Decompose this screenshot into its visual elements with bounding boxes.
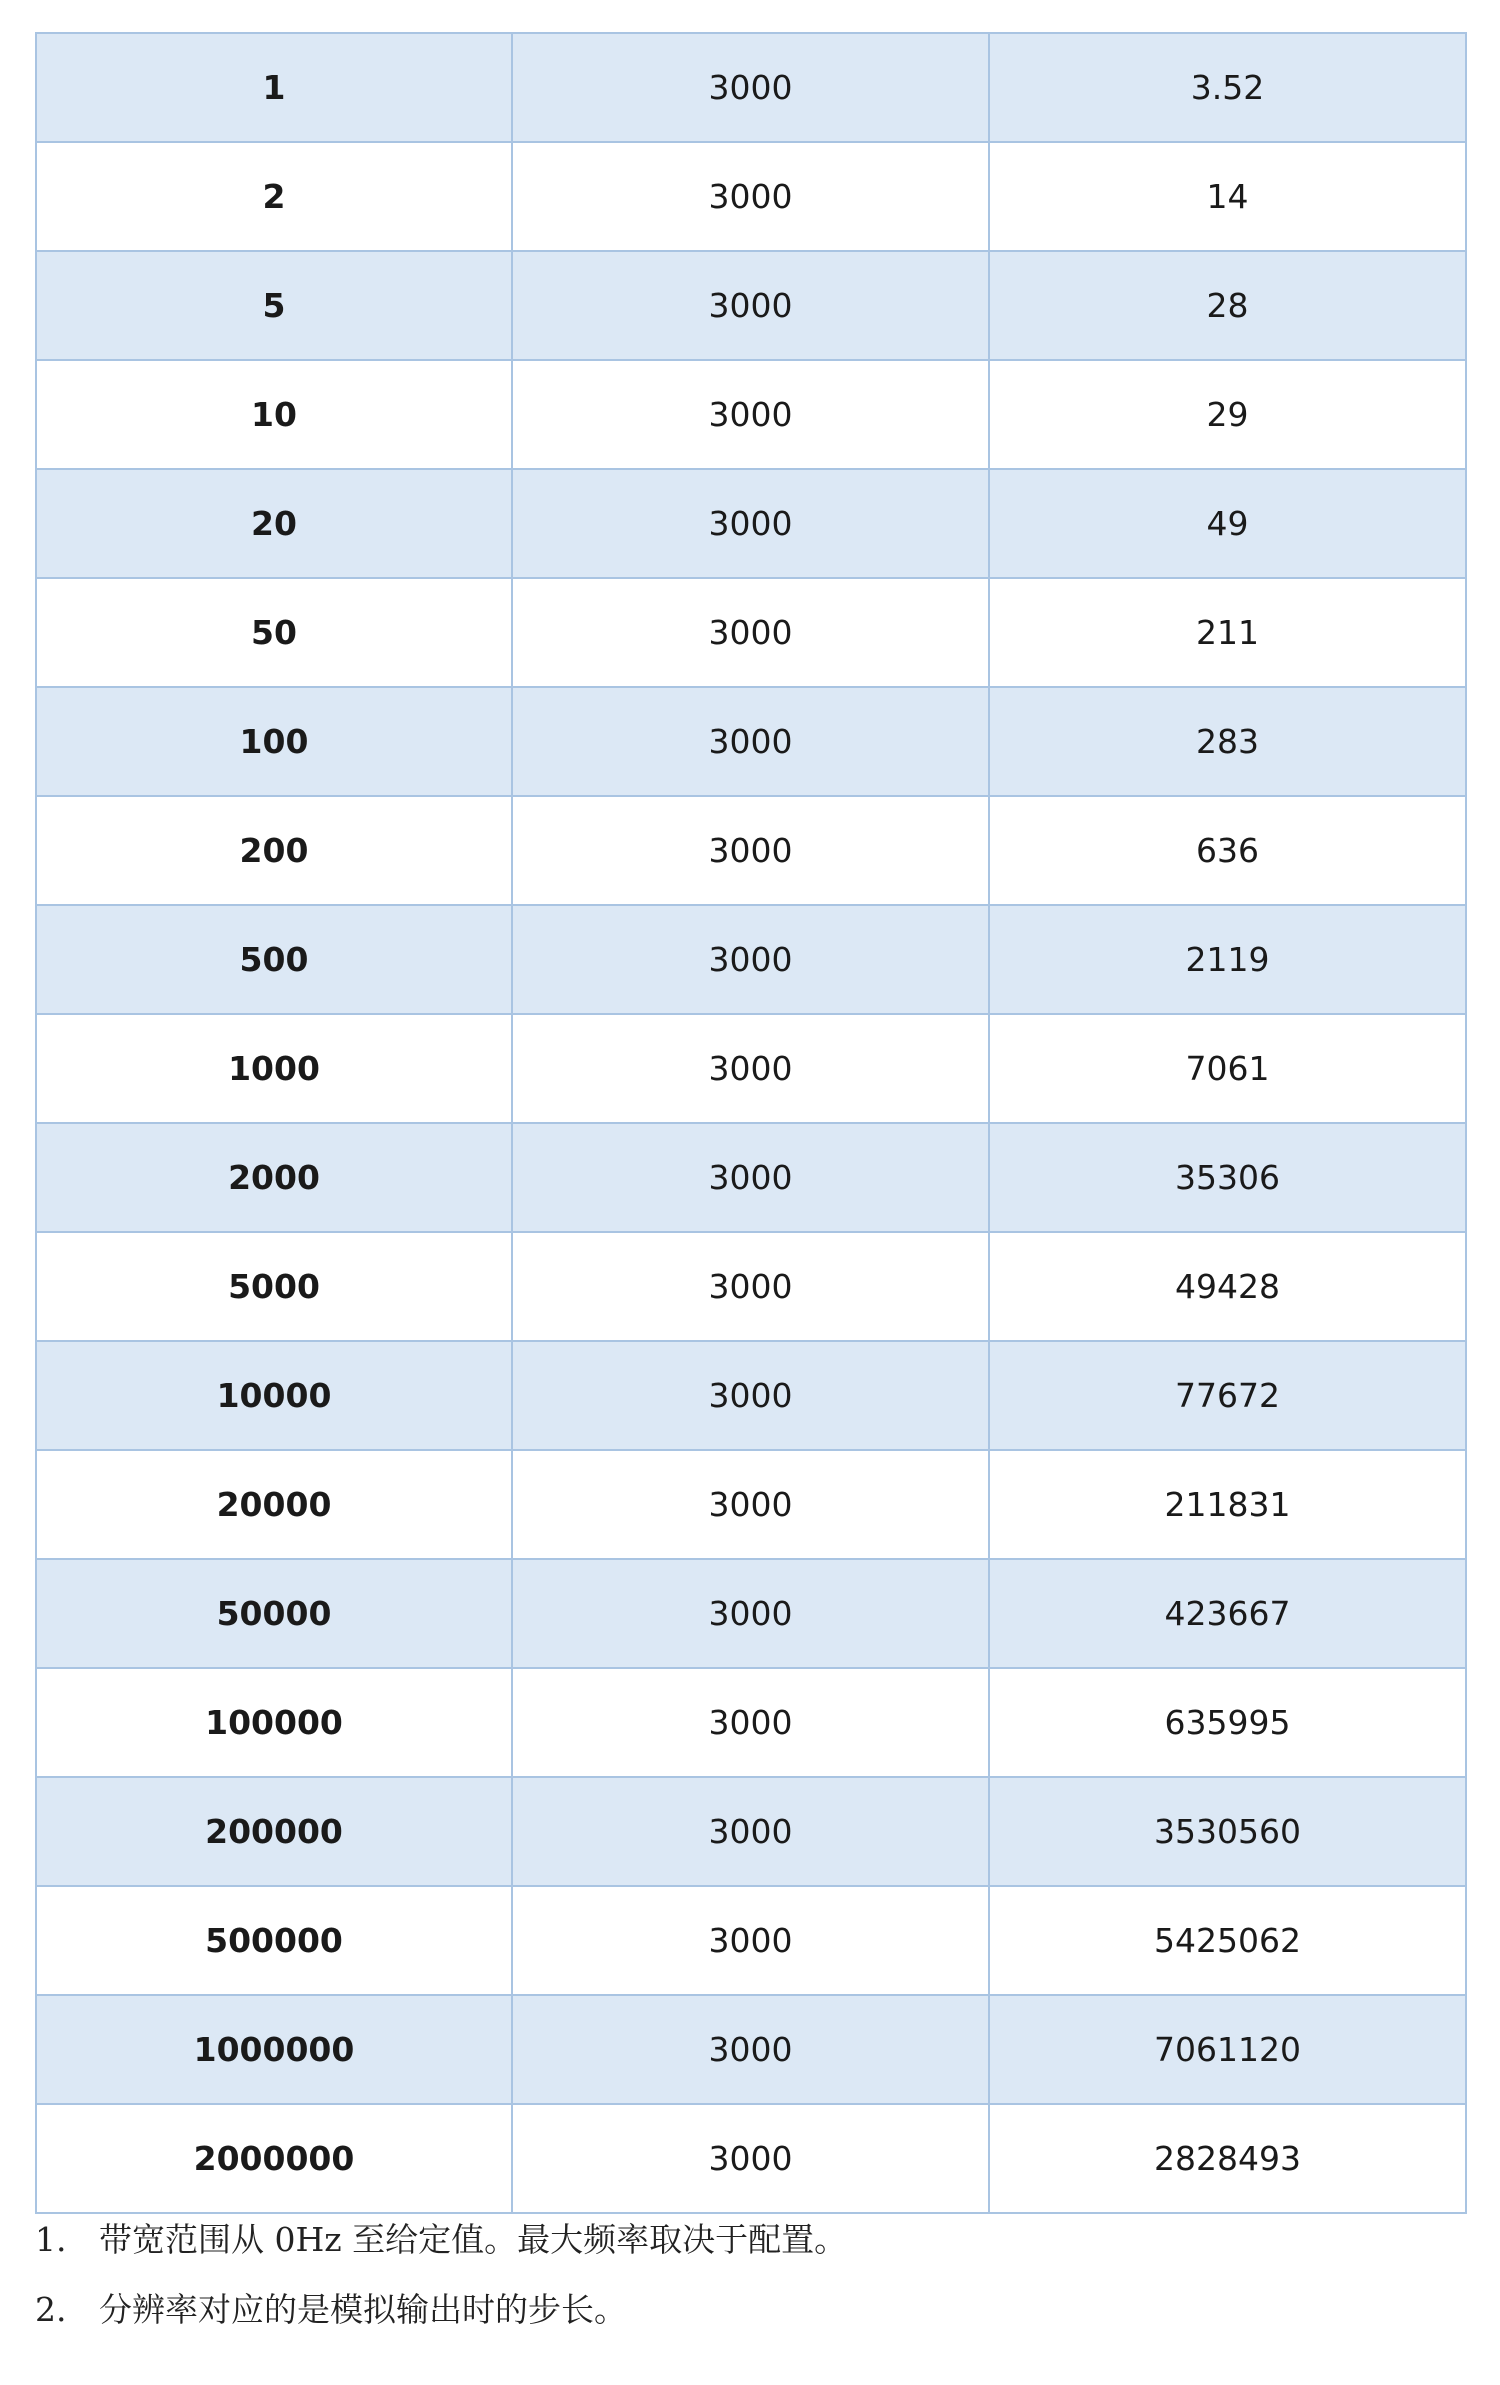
table-row <box>36 1014 1466 1123</box>
table-cell-bandwidth: 1000 <box>36 1014 512 1123</box>
table-cell-result: 7061 <box>989 1014 1466 1123</box>
table-cell-bandwidth: 200 <box>36 796 512 905</box>
table-cell-value: 3000 <box>512 905 989 1014</box>
table-cell-result: 423667 <box>989 1559 1466 1668</box>
table-cell-bandwidth: 10000 <box>36 1341 512 1450</box>
table-row <box>36 905 1466 1014</box>
table-cell-value: 3000 <box>512 33 989 142</box>
table-row <box>36 1123 1466 1232</box>
table-row <box>36 1995 1466 2104</box>
table-cell-result: 49 <box>989 469 1466 578</box>
table-cell-bandwidth: 2 <box>36 142 512 251</box>
table-cell-result: 35306 <box>989 1123 1466 1232</box>
table-cell-value: 3000 <box>512 1341 989 1450</box>
table-cell-bandwidth: 100 <box>36 687 512 796</box>
table-row <box>36 2104 1466 2213</box>
table-row <box>36 360 1466 469</box>
table-cell-value: 3000 <box>512 1232 989 1341</box>
table-cell-value: 3000 <box>512 360 989 469</box>
table-cell-value: 3000 <box>512 1123 989 1232</box>
table-row <box>36 1777 1466 1886</box>
table-cell-result: 2119 <box>989 905 1466 1014</box>
table-cell-result: 3530560 <box>989 1777 1466 1886</box>
table-cell-value: 3000 <box>512 251 989 360</box>
table-cell-bandwidth: 1 <box>36 33 512 142</box>
table-row <box>36 687 1466 796</box>
footnotes <box>35 2212 1465 2352</box>
table-cell-result: 77672 <box>989 1341 1466 1450</box>
table-cell-value: 3000 <box>512 1014 989 1123</box>
table-cell-value: 3000 <box>512 687 989 796</box>
footnote-text: 带宽范围从 0Hz 至给定值。最大频率取决于配置。 <box>99 2220 848 2259</box>
table-cell-bandwidth: 50000 <box>36 1559 512 1668</box>
table-cell-result: 283 <box>989 687 1466 796</box>
footnote-item <box>35 2282 1465 2352</box>
table-row <box>36 1886 1466 1995</box>
footnote-item <box>35 2212 1465 2282</box>
table-cell-bandwidth: 500000 <box>36 1886 512 1995</box>
footnote-number: 2. <box>35 2290 67 2329</box>
table-cell-result: 7061120 <box>989 1995 1466 2104</box>
table-cell-result: 211 <box>989 578 1466 687</box>
table-cell-value: 3000 <box>512 1886 989 1995</box>
table-cell-bandwidth: 200000 <box>36 1777 512 1886</box>
spec-table <box>35 32 1467 2214</box>
table-row <box>36 1232 1466 1341</box>
table-cell-result: 28 <box>989 251 1466 360</box>
table-row <box>36 33 1466 142</box>
table-cell-bandwidth: 50 <box>36 578 512 687</box>
table-row <box>36 1450 1466 1559</box>
footnote-text: 分辨率对应的是模拟输出时的步长。 <box>99 2290 627 2329</box>
table-cell-bandwidth: 2000000 <box>36 2104 512 2213</box>
table-cell-value: 3000 <box>512 578 989 687</box>
table-cell-result: 2828493 <box>989 2104 1466 2213</box>
table-cell-result: 211831 <box>989 1450 1466 1559</box>
table-cell-bandwidth: 1000000 <box>36 1995 512 2104</box>
table-cell-bandwidth: 500 <box>36 905 512 1014</box>
table-cell-value: 3000 <box>512 142 989 251</box>
table-cell-result: 14 <box>989 142 1466 251</box>
table-cell-bandwidth: 2000 <box>36 1123 512 1232</box>
table-cell-result: 29 <box>989 360 1466 469</box>
table-cell-value: 3000 <box>512 2104 989 2213</box>
table-cell-bandwidth: 20000 <box>36 1450 512 1559</box>
table-cell-value: 3000 <box>512 1559 989 1668</box>
table-cell-bandwidth: 100000 <box>36 1668 512 1777</box>
table-row <box>36 1341 1466 1450</box>
table-cell-value: 3000 <box>512 1777 989 1886</box>
table-cell-bandwidth: 20 <box>36 469 512 578</box>
table-cell-value: 3000 <box>512 796 989 905</box>
table-cell-value: 3000 <box>512 469 989 578</box>
table-cell-result: 3.52 <box>989 33 1466 142</box>
table-cell-bandwidth: 5000 <box>36 1232 512 1341</box>
footnote-number: 1. <box>35 2220 67 2259</box>
table-row <box>36 469 1466 578</box>
table-cell-value: 3000 <box>512 1995 989 2104</box>
table-row <box>36 142 1466 251</box>
table-cell-value: 3000 <box>512 1668 989 1777</box>
spec-table-body <box>36 33 1466 2213</box>
table-row <box>36 251 1466 360</box>
table-cell-result: 5425062 <box>989 1886 1466 1995</box>
table-cell-value: 3000 <box>512 1450 989 1559</box>
table-cell-result: 636 <box>989 796 1466 905</box>
table-row <box>36 796 1466 905</box>
table-row <box>36 1559 1466 1668</box>
table-cell-bandwidth: 5 <box>36 251 512 360</box>
table-cell-bandwidth: 10 <box>36 360 512 469</box>
table-row <box>36 578 1466 687</box>
table-cell-result: 635995 <box>989 1668 1466 1777</box>
table-cell-result: 49428 <box>989 1232 1466 1341</box>
table-row <box>36 1668 1466 1777</box>
